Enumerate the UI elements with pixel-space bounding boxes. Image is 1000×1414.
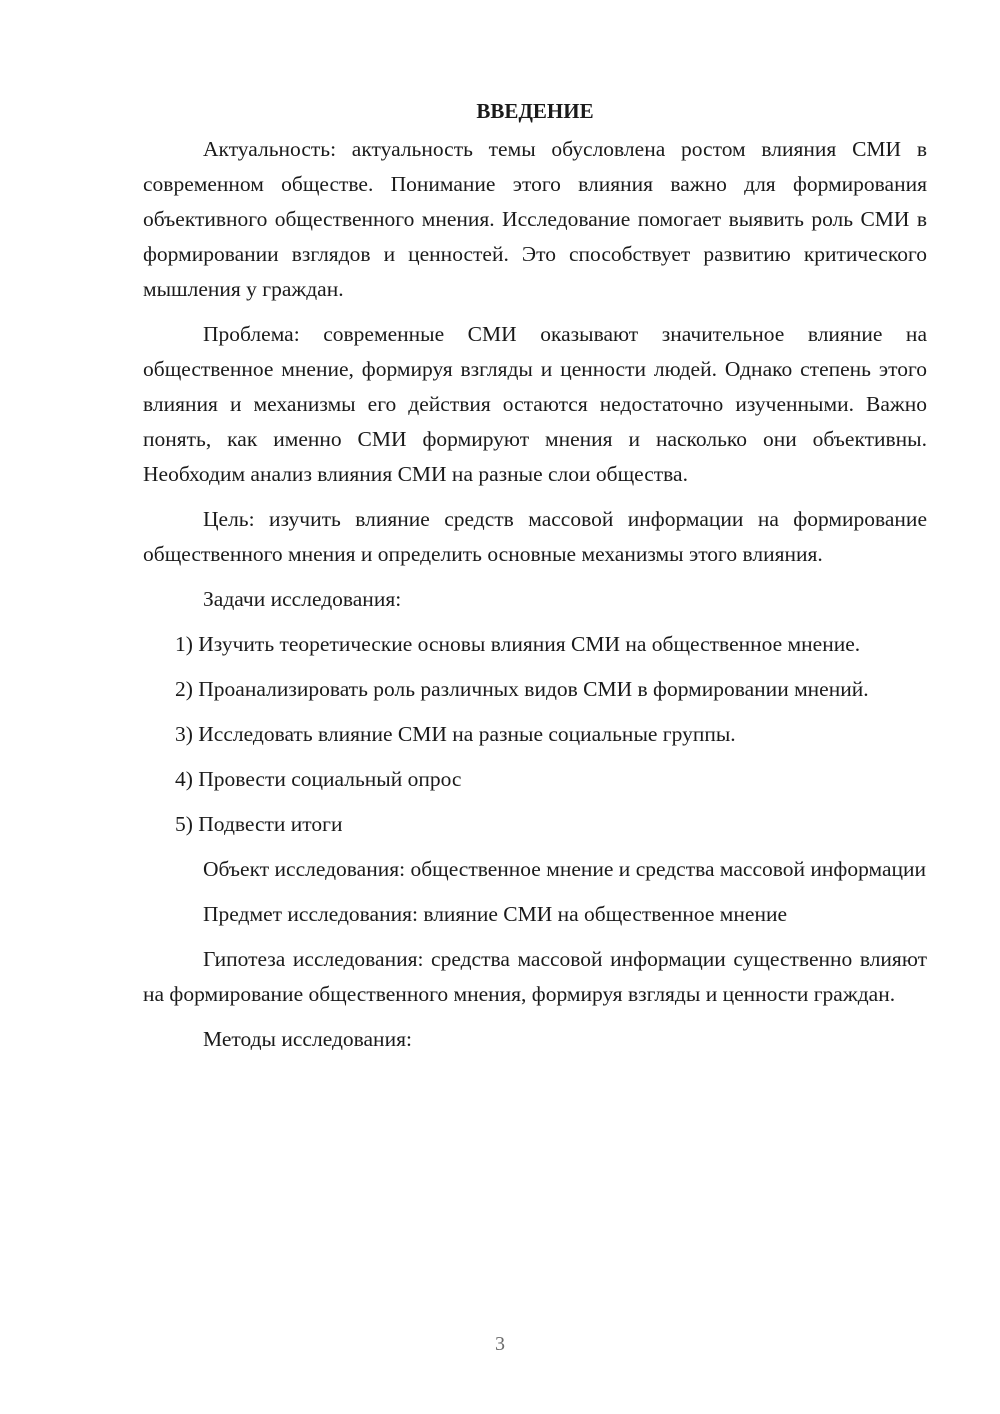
paragraph-hypothesis: Гипотеза исследования: средства массовой информации существенно влияют на формирование общественного мнения, формируя взгляды и ценности граждан. [143,947,927,1006]
paragraph-relevance: Актуальность: актуальность темы обусловлена ростом влияния СМИ в современном обществе. Понимание этого влияния важно для формирования объективного общественного мнения. Исследование помогает выявить роль СМИ в формировании взглядов и ценностей. Это способствует развитию критического мышления у граждан. [143,137,927,301]
list-item: 4) Провести социальный опрос [175,767,462,791]
list-item: 5) Подвести итоги [175,812,343,836]
paragraph-object: Объект исследования: общественное мнение и средства массовой информации [203,857,927,881]
document-page [143,96,927,1067]
paragraph-subject: Предмет исследования: влияние СМИ на общественное мнение [203,902,788,926]
paragraph-goal: Цель: изучить влияние средств массовой информации на формирование общественного мнения и определить основные механизмы этого влияния. [143,507,927,566]
list-item: 3) Исследовать влияние СМИ на разные социальные группы. [175,722,736,746]
list-item: 2) Проанализировать роль различных видов СМИ в формировании мнений. [175,677,869,701]
tasks-list [143,627,927,842]
paragraph-problem: Проблема: современные СМИ оказывают значительное влияние на общественное мнение, формируя взгляды и ценности людей. Однако степень этого влияния и механизмы его действия остаются недостаточно изученными. Важно понять, как именно СМИ формируют мнения и насколько они объективны. Необходим анализ влияния СМИ на разные слои общества. [143,322,927,486]
page-number: 3 [495,1333,505,1355]
list-item: 1) Изучить теоретические основы влияния СМИ на общественное мнение. [175,632,861,656]
paragraph-tasks-title: Задачи исследования: [203,587,402,611]
section-heading: ВВЕДЕНИЕ [476,99,594,123]
paragraph-methods-title: Методы исследования: [203,1027,412,1051]
